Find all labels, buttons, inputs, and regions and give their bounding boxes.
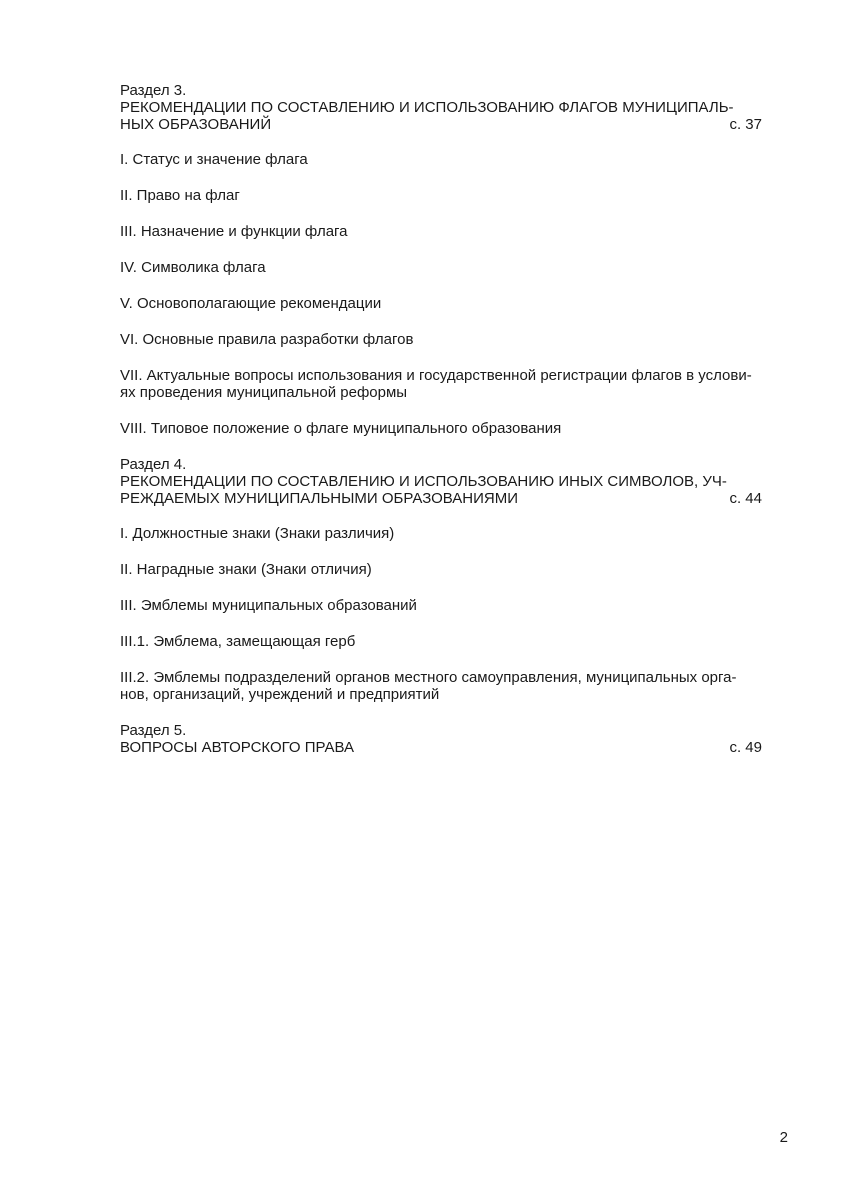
- toc-item: VI. Основные правила разработки флагов: [120, 331, 414, 348]
- section-4-heading: [120, 456, 762, 507]
- page-number: 2: [779, 1129, 788, 1146]
- section-label: Раздел 3.: [120, 82, 187, 99]
- section-title-row: [120, 739, 762, 756]
- toc-item: II. Право на флаг: [120, 187, 240, 204]
- section-title-line: РЕЖДАЕМЫХ МУНИЦИПАЛЬНЫМИ ОБРАЗОВАНИЯМИ: [120, 490, 518, 507]
- toc-item: I. Должностные знаки (Знаки различия): [120, 525, 395, 542]
- toc-item: VII. Актуальные вопросы использования и государственной регистрации флагов в услови- ях проведения муниципальной реформы: [120, 367, 752, 401]
- section-title-line: НЫХ ОБРАЗОВАНИЙ: [120, 116, 272, 133]
- section-title-line: РЕКОМЕНДАЦИИ ПО СОСТАВЛЕНИЮ И ИСПОЛЬЗОВАНИЮ ИНЫХ СИМВОЛОВ, УЧ-: [120, 473, 727, 490]
- section-label: Раздел 5.: [120, 722, 187, 739]
- section-title-line: ВОПРОСЫ АВТОРСКОГО ПРАВА: [120, 739, 355, 756]
- section-title-line: РЕКОМЕНДАЦИИ ПО СОСТАВЛЕНИЮ И ИСПОЛЬЗОВАНИЮ ФЛАГОВ МУНИЦИПАЛЬ-: [120, 99, 734, 116]
- toc-item: III. Эмблемы муниципальных образований: [120, 597, 417, 614]
- toc-item: VIII. Типовое положение о флаге муниципального образования: [120, 420, 562, 437]
- toc-item: II. Наградные знаки (Знаки отличия): [120, 561, 372, 578]
- section-page-ref: с. 37: [729, 116, 762, 133]
- toc-item: V. Основополагающие рекомендации: [120, 295, 382, 312]
- section-page-ref: с. 44: [729, 490, 762, 507]
- toc-item: III.2. Эмблемы подразделений органов местного самоуправления, муниципальных орга- нов, организаций, учреждений и предприятий: [120, 669, 737, 703]
- section-5-heading: [120, 722, 762, 756]
- section-label: Раздел 4.: [120, 456, 187, 473]
- toc-item: III. Назначение и функции флага: [120, 223, 348, 240]
- section-3-heading: [120, 82, 762, 133]
- toc-item: III.1. Эмблема, замещающая герб: [120, 633, 356, 650]
- toc-item: IV. Символика флага: [120, 259, 266, 276]
- section-title-row: [120, 116, 762, 133]
- section-title-row: [120, 490, 762, 507]
- table-of-contents: [120, 82, 762, 774]
- toc-item: I. Статус и значение флага: [120, 151, 308, 168]
- section-page-ref: с. 49: [729, 739, 762, 756]
